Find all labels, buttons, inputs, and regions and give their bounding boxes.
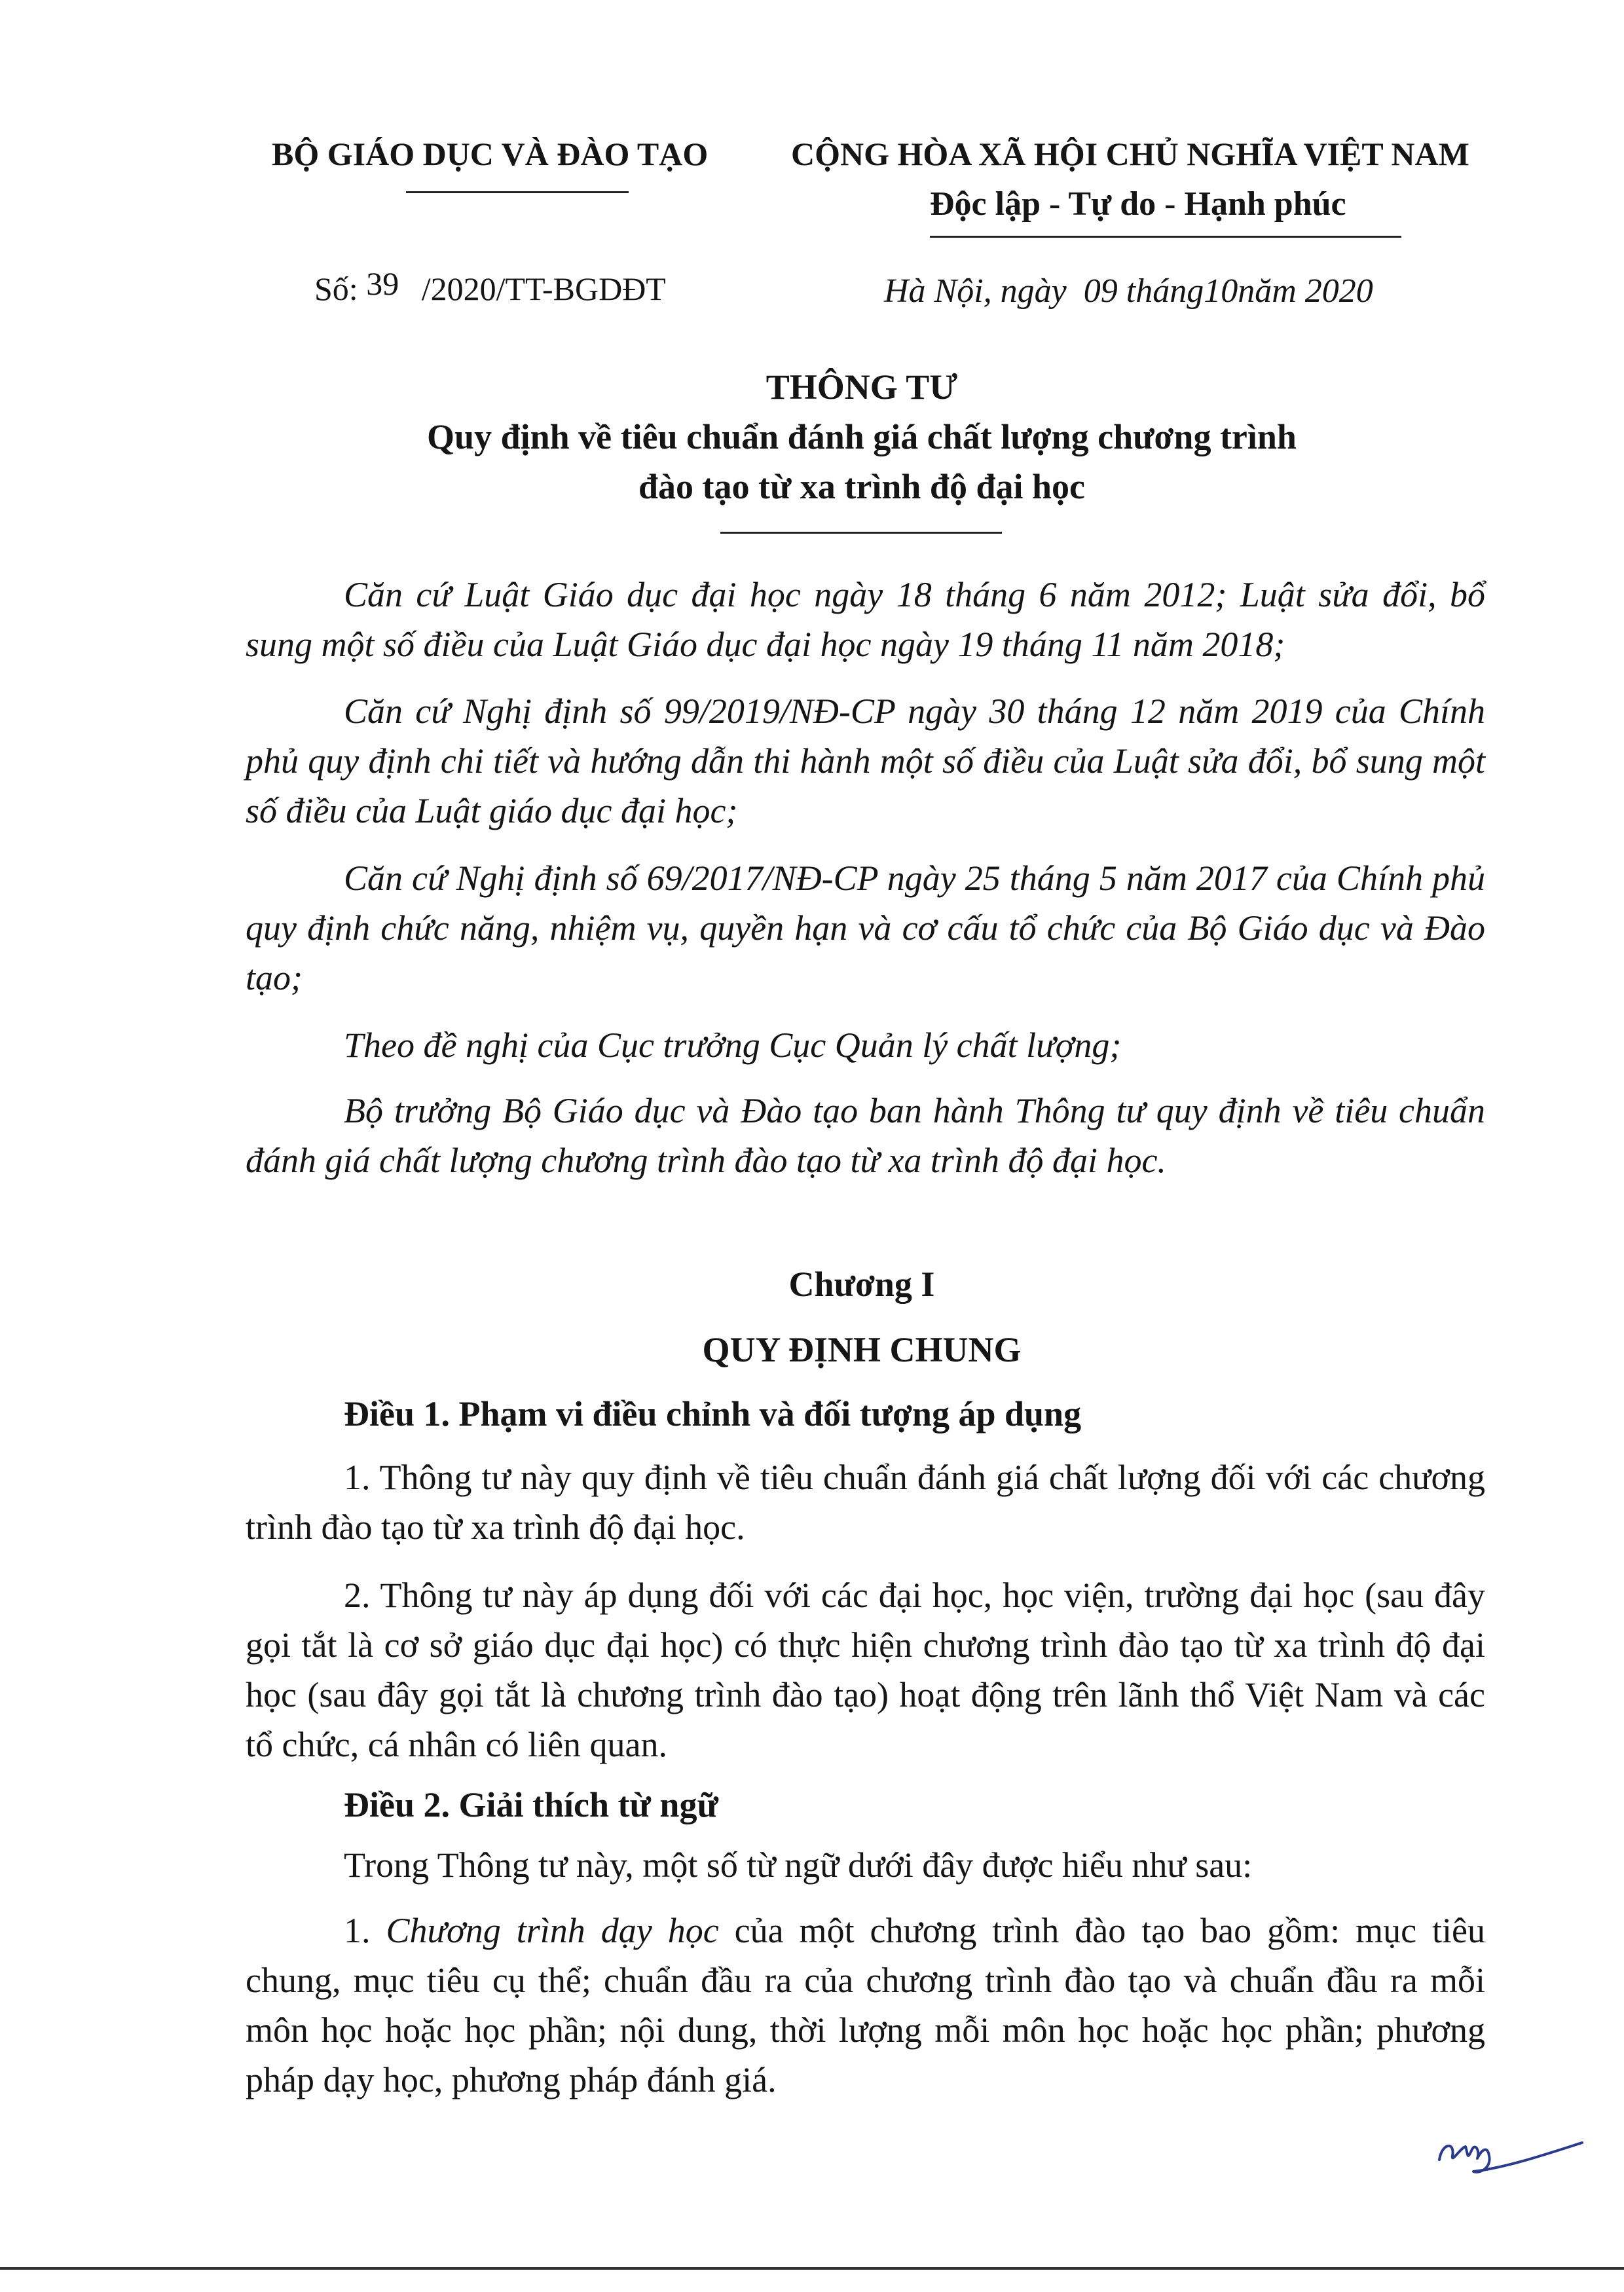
initials-signature <box>1434 2109 1585 2181</box>
national-title: CỘNG HÒA XÃ HỘI CHỦ NGHĨA VIỆT NAM <box>791 136 1469 172</box>
article-1-heading: Điều 1. Phạm vi điều chỉnh và đối tượng áp dụng <box>344 1394 1082 1433</box>
article-1-clause-2: 2. Thông tư này áp dụng đối với các đại học, học viện, trường đại học (sau đây gọi tắt là cơ sở giáo dục đại học) có thực hiện chương trình đào tạo từ xa trình độ đại học (sau đây gọi tắt là chương trình đào tạo) hoạt động trên lãnh thổ Việt Nam và các tổ chức, cá nhân có liên quan. <box>246 1576 1485 1764</box>
doc-number-value: 39 <box>366 265 399 302</box>
document-number <box>314 265 666 308</box>
preamble-paragraph: Căn cứ Nghị định số 99/2019/NĐ-CP ngày 30 tháng 12 năm 2019 của Chính phủ quy định chi tiết và hướng dẫn thi hành một số điều của Luật sửa đổi, bổ sung một số điều của Luật giáo dục đại học; <box>246 692 1485 830</box>
doc-number-prefix: Số: <box>314 270 358 307</box>
place-and-date: Hà Nội, ngày 09 tháng10năm 2020 <box>884 272 1373 310</box>
article-1-clause-1: 1. Thông tư này quy định về tiêu chuẩn đánh giá chất lượng đối với các chương trình đào tạo từ xa trình độ đại học. <box>246 1458 1485 1547</box>
document-type: THÔNG TƯ <box>766 367 958 407</box>
clause-number: 1. <box>344 1911 386 1950</box>
chapter-number: Chương I <box>788 1265 935 1304</box>
article-2-heading: Điều 2. Giải thích từ ngữ <box>344 1785 718 1824</box>
preamble-paragraph: Theo đề nghị của Cục trưởng Cục Quản lý chất lượng; <box>344 1026 1122 1065</box>
issuing-ministry: BỘ GIÁO DỤC VÀ ĐÀO TẠO <box>272 136 709 172</box>
preamble-paragraph: Căn cứ Nghị định số 69/2017/NĐ-CP ngày 25 tháng 5 năm 2017 của Chính phủ quy định chức năng, nhiệm vụ, quyền hạn và cơ cấu tổ chức của Bộ Giáo dục và Đào tạo; <box>246 859 1485 997</box>
motto-underline <box>930 236 1401 238</box>
defined-term: Chương trình dạy học <box>386 1911 719 1950</box>
preamble-paragraph: Căn cứ Luật Giáo dục đại học ngày 18 tháng 6 năm 2012; Luật sửa đổi, bổ sung một số điều của Luật Giáo dục đại học ngày 19 tháng 11 năm 2018; <box>246 575 1485 664</box>
article-2-intro: Trong Thông tư này, một số từ ngữ dưới đây được hiểu như sau: <box>344 1845 1253 1885</box>
preamble-paragraph: Bộ trưởng Bộ Giáo dục và Đào tạo ban hành Thông tư quy định về tiêu chuẩn đánh giá chất lượng chương trình đào tạo từ xa trình độ đại học. <box>246 1091 1485 1180</box>
title-underline <box>720 532 1002 534</box>
page-bottom-rule <box>0 2267 1624 2270</box>
doc-number-suffix: /2020/TT-BGDĐT <box>421 270 666 307</box>
document-subtitle-line2: đào tạo từ xa trình độ đại học <box>638 467 1085 506</box>
ministry-underline <box>406 191 629 193</box>
clause-text: của một chương trình đào tạo bao gồm: mục tiêu chung, mục tiêu cụ thể; chuẩn đầu ra của chương trình đào tạo và chuẩn đầu ra mỗi môn học hoặc học phần; nội dung, thời lượng mỗi môn học hoặc học phần; phương pháp dạy học, phương pháp đánh giá. <box>246 1911 1486 2099</box>
chapter-name: QUY ĐỊNH CHUNG <box>702 1330 1022 1369</box>
national-motto: Độc lập - Tự do - Hạnh phúc <box>930 185 1346 223</box>
document-subtitle-line1: Quy định về tiêu chuẩn đánh giá chất lượng chương trình <box>427 417 1297 456</box>
article-2-clause-1 <box>246 1906 1485 2105</box>
